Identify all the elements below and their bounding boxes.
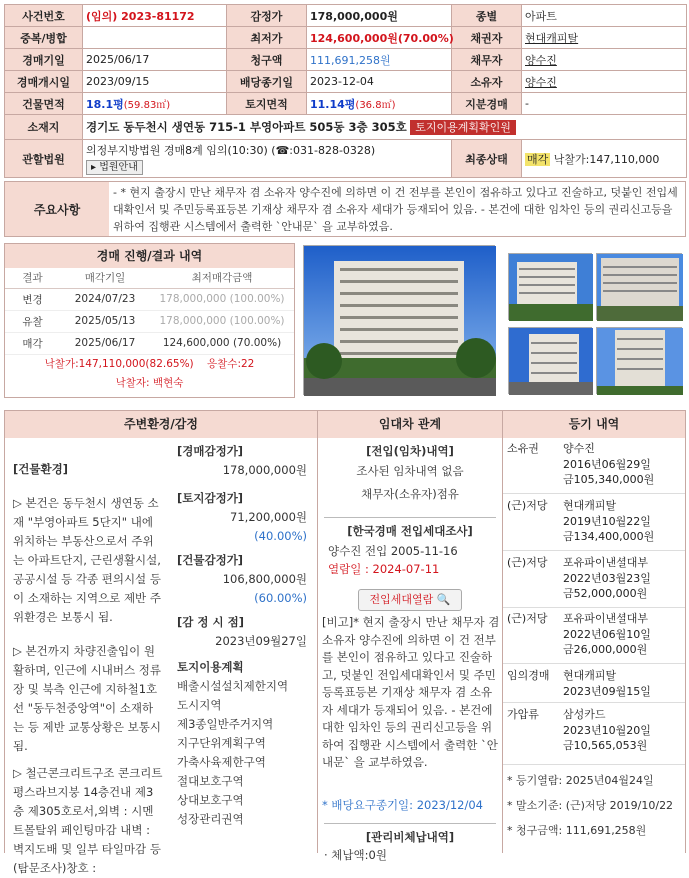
thumb-photo-3[interactable] — [508, 327, 592, 394]
reg-date: 2023년09월15일 — [563, 684, 651, 698]
move-in-title: [한국경매 전입세대조사] — [347, 524, 473, 538]
address-value: 경기도 동두천시 생연동 715-1 부영아파트 505동 3층 305호 — [86, 120, 407, 134]
status-cell — [522, 140, 687, 178]
row-result: 매각 — [5, 332, 60, 354]
lease-none: 조사된 임차내역 없음 — [356, 464, 464, 478]
notes-text: - * 현지 출장시 만난 채무자 겸 소유자 양수진에 의하면 이 건 전부를 본인이 점유하고 있다고 진술하고, 덧붙인 전입세대확인서 및 주민등록표등본 기재상 채무자 겸 소유자 세대가 등재되어 있음. - 본건에 대한 임차인 등의 권리신고등을 위하여 집행관 시스템에서 출력한 `안내문` 을 교부하였음. — [113, 186, 678, 233]
row-price: 178,000,000 (100.00%) — [150, 310, 294, 332]
appraisal-label: 감정가 — [227, 5, 307, 27]
reg-holder: 양수진 — [563, 442, 595, 455]
share-label: 지분경매 — [452, 93, 522, 115]
winning-price: 낙찰가:147,110,000(82.65%) — [44, 357, 194, 370]
arrow-icon: ▸ — [91, 162, 97, 173]
land-area-m2: (36.8㎡) — [355, 99, 396, 111]
bldg-appr-pct: (60.00%) — [254, 591, 307, 605]
notes-label: 주요사항 — [5, 182, 109, 236]
status-value: 매각 — [527, 152, 549, 166]
lease-note: [비고]* 현지 출장시 만난 채무자 겸 소유자 양수진에 의하면 이 건 전부를 본인이 점유하고 있다고 진술하고, 덧붙인 전입세대확인서 및 주민등록표등본 기재상 채무자 겸 소유자 세대가 등재되어 있음. - 본건에 대한 임차인 등의 권리신고등을 위하여 집행관 시스템에서 출력한 `안내문` 을 교부하였음. — [322, 615, 500, 769]
land-plan-item: 제3종일반주거지역 — [177, 717, 274, 731]
env-para-1: ▷ 본건은 동두천시 생연동 소재 "부영아파트 5단지" 내에 위치하는 부동산으로서 주위는 아파트단지, 근린생활시설, 공공시설 등 각종 편의시설 등이 소재하는 지역으로 제반 주위환경은 보통시 됨. — [13, 496, 161, 624]
min-price-label: 최저가 — [227, 27, 307, 49]
apartment-photo-icon — [304, 246, 496, 396]
progress-table — [5, 268, 294, 355]
fee-arrears-value: · 체납액:0원 — [324, 848, 387, 862]
start-label: 경매개시일 — [5, 71, 83, 93]
move-in-view-button[interactable] — [358, 589, 462, 611]
reg-holder: 삼성카드 — [563, 708, 606, 721]
land-plan-item: 성장관리권역 — [177, 812, 244, 826]
reg-holder: 포유파이낸셜대부 — [563, 556, 649, 569]
reg-date: 2022년03월23일 — [563, 571, 651, 585]
bidder-count: 응찰수:22 — [207, 357, 255, 370]
court-label: 관할법원 — [5, 140, 83, 178]
reg-type: (근)저당 — [507, 499, 548, 512]
reg-amount: 금134,400,000원 — [563, 530, 655, 543]
reg-date: 2019년10월22일 — [563, 514, 651, 528]
appraisal-value: 178,000,000원 — [307, 5, 452, 27]
owner-link[interactable]: 양수진 — [522, 71, 687, 93]
thumb-photo-1[interactable] — [508, 253, 592, 320]
land-plan-item: 도시지역 — [177, 698, 222, 712]
bldg-appr-title: [건물감정가] — [177, 553, 244, 567]
table-row — [5, 332, 294, 354]
start-value: 2023/09/15 — [83, 71, 227, 93]
status-label: 최종상태 — [452, 140, 522, 178]
env-para-3: ▷ 철근콘크리트구조 콘크리트평스라브지붕 14층건내 제3층 제305호로서,외벽 : 시멘트몰탈위 페인팅마감 내벽 : 벽지도배 및 일부 타일마감 등(탐문조사)창호 : — [13, 766, 163, 875]
debtor-label: 채무자 — [452, 49, 522, 71]
court-guide-button[interactable] — [86, 160, 143, 175]
reg-date: 2022년06월10일 — [563, 627, 651, 641]
appr-title: [경매감정가] — [177, 444, 244, 458]
appr-date-title: [감 정 시 점] — [177, 615, 244, 629]
land-appr-value: 71,200,000원 — [230, 510, 307, 524]
table-row — [5, 288, 294, 310]
merge-label: 중복/병합 — [5, 27, 83, 49]
progress-title: 경매 진행/결과 내역 — [5, 244, 294, 268]
type-value: 아파트 — [522, 5, 687, 27]
bldg-appr-value: 106,800,000원 — [222, 572, 307, 586]
bldg-area-pyeong: 18.1평 — [86, 97, 124, 111]
reg-base-right: * 말소기준: (근)저당 2019/10/22 — [507, 799, 674, 812]
reg-type: 가압류 — [507, 708, 539, 721]
thumbnail-icon — [597, 254, 683, 321]
bldg-env-title: [건물환경] — [13, 462, 68, 476]
winning-summary — [5, 355, 294, 374]
registry-column — [503, 438, 685, 853]
creditor-label: 채권자 — [452, 27, 522, 49]
case-info-table — [4, 4, 687, 178]
court-value: 의정부지방법원 경매8계 임의(10:30) (☎:031-828-0328) — [86, 144, 376, 157]
auction-date-label: 경매기일 — [5, 49, 83, 71]
claim-value: 111,691,258원 — [307, 49, 452, 71]
thumb-photo-2[interactable] — [596, 253, 682, 320]
merge-value — [83, 27, 227, 49]
reg-amount: 금52,000,000원 — [563, 587, 648, 600]
min-price-value: 124,600,000원(70.00%) — [307, 27, 452, 49]
thumb-photo-4[interactable] — [596, 327, 682, 394]
land-area-label: 토지면적 — [227, 93, 307, 115]
case-no: (임의) 2023-81172 — [83, 5, 227, 27]
dividend-deadline: * 배당요구종기일: 2023/12/04 — [322, 798, 483, 812]
share-value: - — [522, 93, 687, 115]
row-date: 2025/06/17 — [60, 332, 150, 354]
detail-section — [4, 410, 686, 875]
reg-amount: 금105,340,000원 — [563, 473, 655, 486]
env-para-2: ▷ 본건까지 차량진출입이 원활하며, 인근에 시내버스 정류장 및 북측 인근에 지하철1호선 "동두천중앙역"이 소재하는 등 제반 교통상황은 보통시 됨. — [13, 644, 161, 753]
creditor-link[interactable]: 현대캐피탈 — [522, 27, 687, 49]
land-plan-item: 가축사육제한구역 — [177, 755, 266, 769]
reg-type: (근)저당 — [507, 556, 548, 569]
row-result: 변경 — [5, 288, 60, 310]
lease-header: 임대차 관계 — [318, 411, 503, 438]
reg-amount: 금10,565,053원 — [563, 739, 648, 752]
winner-name: 낙찰자: 백현숙 — [115, 376, 184, 389]
debtor-link[interactable]: 양수진 — [522, 49, 687, 71]
bldg-area-value — [83, 93, 227, 115]
reg-date: 2016년06월29일 — [563, 457, 651, 471]
appr-date-value: 2023년09월27일 — [215, 634, 307, 648]
reg-header: 등기 내역 — [503, 411, 685, 438]
court-guide-label: 법원안내 — [99, 162, 138, 173]
auction-date-value: 2025/06/17 — [83, 49, 227, 71]
court-cell — [83, 140, 452, 178]
land-plan-item: 절대보호구역 — [177, 774, 244, 788]
main-photo[interactable] — [303, 245, 495, 395]
land-area-value — [307, 93, 452, 115]
col-price: 최저매각금액 — [150, 268, 294, 288]
bldg-area-m2: (59.83㎡) — [123, 99, 171, 111]
address-label: 소재지 — [5, 115, 83, 140]
lease-column — [318, 438, 503, 862]
land-use-plan-button[interactable]: 토지이용계획확인원 — [410, 120, 516, 135]
status-price: 낙찰가:147,110,000 — [553, 152, 660, 166]
notes-section — [4, 181, 686, 237]
row-result: 유찰 — [5, 310, 60, 332]
move-in-view-date: 열람일 : 2024-07-11 — [328, 562, 440, 576]
reg-date: 2023년10월20일 — [563, 723, 651, 737]
case-no-label: 사건번호 — [5, 5, 83, 27]
appraisal-block — [177, 441, 307, 829]
reg-view-date: * 등기열람: 2025년04월24일 — [507, 774, 654, 787]
reg-claim: * 청구금액: 111,691,258원 — [507, 824, 647, 837]
claim-label: 청구액 — [227, 49, 307, 71]
lease-occupant: 채무자(소유자)점유 — [361, 487, 459, 501]
reg-holder: 포유파이낸셜대부 — [563, 612, 649, 625]
address-cell — [83, 115, 687, 140]
land-area-pyeong: 11.14평 — [310, 97, 356, 111]
type-label: 종별 — [452, 5, 522, 27]
auction-progress-panel — [4, 243, 295, 398]
land-plan-item: 지구단위계획구역 — [177, 736, 266, 750]
land-plan-title: 토지이용계획 — [177, 660, 244, 674]
thumbnail-icon — [509, 328, 593, 395]
search-icon: 🔍 — [436, 593, 451, 606]
thumbnail-icon — [597, 328, 683, 395]
row-date: 2025/05/13 — [60, 310, 150, 332]
table-row — [5, 310, 294, 332]
env-column — [5, 438, 318, 875]
col-date: 매각기일 — [60, 268, 150, 288]
deadline-label: 배당종기일 — [227, 71, 307, 93]
reg-type: 임의경매 — [507, 669, 550, 682]
fee-arrears-title: [관리비체납내역] — [365, 830, 455, 844]
row-price: 124,600,000 (70.00%) — [150, 332, 294, 354]
land-plan-item: 상대보호구역 — [177, 793, 244, 807]
row-date: 2024/07/23 — [60, 288, 150, 310]
thumbnail-icon — [509, 254, 593, 321]
deadline-value: 2023-12-04 — [307, 71, 452, 93]
reg-holder: 현대캐피탈 — [563, 499, 617, 512]
env-header: 주변환경/감정 — [5, 411, 318, 438]
reg-type: (근)저당 — [507, 612, 548, 625]
land-plan-item: 배출시설설치제한지역 — [177, 679, 289, 693]
reg-amount: 금26,000,000원 — [563, 643, 648, 656]
row-price: 178,000,000 (100.00%) — [150, 288, 294, 310]
appr-value: 178,000,000원 — [222, 463, 307, 477]
col-result: 결과 — [5, 268, 60, 288]
bldg-area-label: 건물면적 — [5, 93, 83, 115]
reg-type: 소유권 — [507, 442, 539, 455]
move-in-record: 양수진 전입 2005-11-16 — [328, 544, 458, 558]
land-appr-title: [토지감정가] — [177, 491, 244, 505]
land-appr-pct: (40.00%) — [254, 529, 307, 543]
reg-holder: 현대캐피탈 — [563, 669, 617, 682]
owner-label: 소유자 — [452, 71, 522, 93]
move-in-view-label: 전입세대열람 — [369, 593, 434, 606]
lease-title: [전입(임차)내역] — [366, 444, 454, 458]
